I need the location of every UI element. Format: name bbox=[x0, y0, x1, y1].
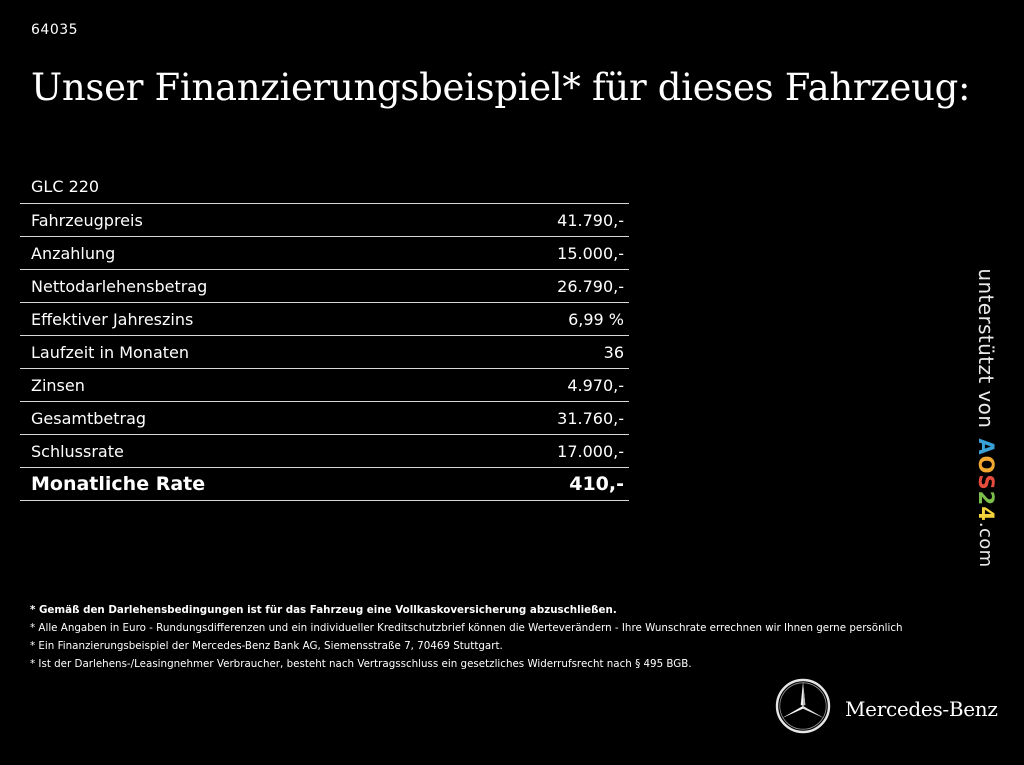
row-label: Fahrzeugpreis bbox=[31, 210, 143, 230]
table-row bbox=[20, 435, 629, 468]
footnote: * Gemäß den Darlehensbedingungen ist für das Fahrzeug eine Vollkaskoversicherung abzuschließen. bbox=[30, 604, 617, 616]
brand-logo bbox=[775, 678, 998, 734]
monthly-rate-row bbox=[20, 468, 629, 501]
row-value: 31.760,- bbox=[557, 408, 624, 428]
vehicle-model: GLC 220 bbox=[20, 170, 629, 204]
row-value: 41.790,- bbox=[557, 210, 624, 230]
brand-name: Mercedes-Benz bbox=[845, 697, 998, 721]
row-label: Effektiver Jahreszins bbox=[31, 309, 194, 329]
table-row bbox=[20, 402, 629, 435]
row-label: Zinsen bbox=[31, 375, 85, 395]
row-label: Anzahlung bbox=[31, 243, 116, 263]
row-label: Laufzeit in Monaten bbox=[31, 342, 190, 362]
logo-letter: S bbox=[974, 474, 998, 491]
logo-letter: 4 bbox=[974, 506, 998, 522]
reference-number: 64035 bbox=[31, 22, 79, 38]
row-value: 15.000,- bbox=[557, 243, 624, 263]
mercedes-star-icon bbox=[775, 678, 831, 734]
row-value: 26.790,- bbox=[557, 276, 624, 296]
table-row bbox=[20, 303, 629, 336]
logo-letter: 2 bbox=[974, 490, 998, 507]
page-headline: Unser Finanzierungsbeispiel* für dieses Fahrzeug: bbox=[31, 66, 971, 109]
row-label: Nettodarlehensbetrag bbox=[31, 276, 208, 296]
financing-table bbox=[20, 170, 629, 501]
footnote: * Ist der Darlehens-/Leasingnehmer Verbraucher, besteht nach Vertragsschluss ein gesetzliches Widerrufsrecht nach § 495 BGB. bbox=[30, 658, 692, 670]
table-row bbox=[20, 204, 629, 237]
aos24-logo[interactable] bbox=[974, 438, 998, 522]
monthly-rate-label: Monatliche Rate bbox=[31, 473, 206, 495]
table-row bbox=[20, 237, 629, 270]
logo-suffix: .com bbox=[975, 521, 997, 568]
logo-letter: A bbox=[974, 438, 998, 456]
table-row bbox=[20, 336, 629, 369]
footnote: * Alle Angaben in Euro - Rundungsdifferenzen und ein individueller Kreditschutzbrief können die Werteverändern - Ihre Wunschrate errechnen wir Ihnen gerne persönlich bbox=[30, 622, 903, 634]
logo-letter: O bbox=[974, 455, 998, 475]
supported-by-text: unterstützt von bbox=[974, 268, 998, 429]
row-value: 36 bbox=[603, 342, 624, 362]
row-label: Schlussrate bbox=[31, 441, 124, 461]
row-value: 17.000,- bbox=[557, 441, 624, 461]
footnote: * Ein Finanzierungsbeispiel der Mercedes-Benz Bank AG, Siemensstraße 7, 70469 Stuttgart. bbox=[30, 640, 503, 652]
footnotes bbox=[30, 601, 1010, 673]
table-row bbox=[20, 270, 629, 303]
row-label: Gesamtbetrag bbox=[31, 408, 147, 428]
row-value: 4.970,- bbox=[567, 375, 624, 395]
row-value: 6,99 % bbox=[568, 309, 624, 329]
monthly-rate-value: 410,- bbox=[569, 473, 624, 495]
table-row bbox=[20, 369, 629, 402]
